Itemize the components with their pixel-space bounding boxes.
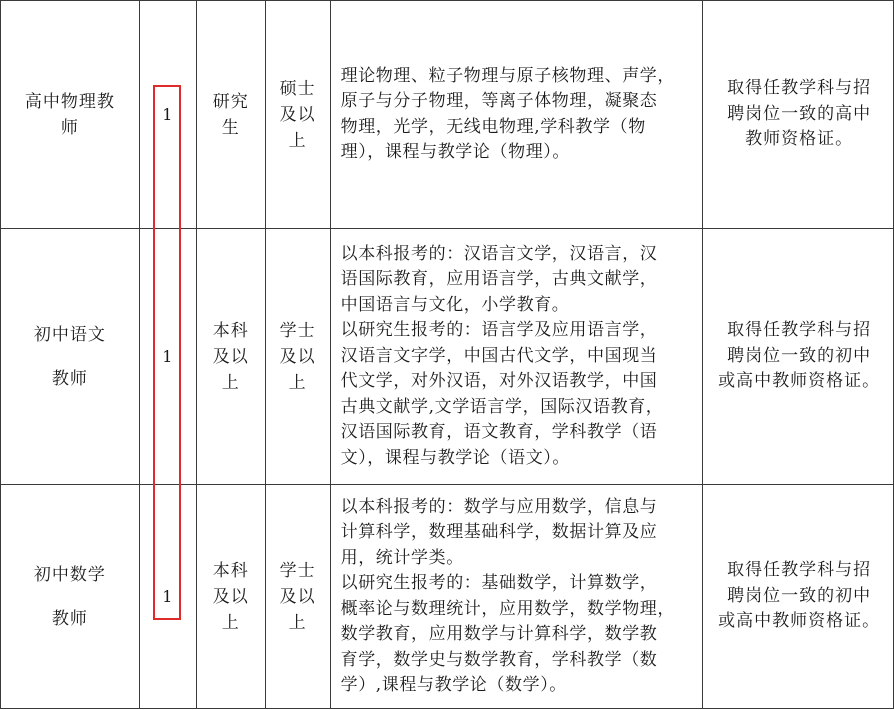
degree-line: 及以: [279, 104, 316, 125]
requirement-line: 取得任教学科与招: [727, 320, 872, 341]
table-row: [1, 229, 894, 485]
count-cell: [139, 229, 196, 485]
majors-line: 用，统计学类。: [340, 547, 464, 568]
requirement-cell: [703, 1, 894, 229]
degree-line: 硕士: [279, 78, 316, 99]
majors-line: 理），课程与教学论（物理）。: [340, 142, 570, 162]
degree-line: 上: [288, 612, 307, 633]
education-line: 生: [221, 117, 240, 138]
majors-line: 以研究生报考的：基础数学，计算数学，: [340, 573, 658, 593]
education-line: 本科: [212, 320, 249, 341]
count-cell: [139, 1, 196, 229]
position-cell: [1, 1, 140, 229]
count-value: 1: [162, 104, 174, 124]
requirement-cell: [703, 229, 894, 485]
position-line: 初中语文: [33, 324, 106, 345]
position-cell: [1, 229, 140, 485]
majors-line: 以研究生报考的：语言学及应用语言学，: [340, 320, 658, 341]
table-row: [1, 1, 894, 229]
requirement-line: 聘岗位一致的初中: [727, 585, 872, 606]
count-value: 1: [162, 586, 174, 606]
majors-line: 学）,课程与教学论（数学）。: [340, 675, 567, 695]
position-line: 初中数学: [33, 564, 106, 585]
majors-cell: [330, 1, 703, 229]
degree-line: 上: [288, 372, 307, 393]
education-cell: [196, 485, 265, 709]
table-row: [1, 485, 894, 709]
requirement-line: 聘岗位一致的初中: [727, 345, 872, 366]
position-line: 教师: [51, 608, 88, 629]
degree-line: 及以: [279, 586, 316, 607]
education-cell: [196, 229, 265, 485]
education-line: 研究: [212, 91, 249, 112]
position-cell: [1, 485, 140, 709]
education-line: 上: [221, 372, 240, 393]
majors-line: 理论物理、粒子物理与原子核物理、声学，: [340, 65, 675, 86]
education-cell: [196, 1, 265, 229]
education-line: 及以: [212, 346, 249, 367]
requirement-line: 取得任教学科与招: [727, 560, 872, 581]
requirement-cell: [703, 485, 894, 709]
majors-cell: [330, 229, 703, 485]
requirement-line: 聘岗位一致的高中: [727, 103, 872, 124]
majors-line: 原子与分子物理，等离子体物理，凝聚态: [340, 91, 658, 111]
majors-line: 中国语言与文化，小学教育。: [340, 294, 570, 315]
majors-line: 以本科报考的：数学与应用数学，信息与: [340, 496, 658, 517]
majors-line: 文），课程与教学论（语文）。: [340, 447, 570, 468]
degree-cell: [265, 1, 330, 229]
education-line: 及以: [212, 586, 249, 607]
position-line: 高中物理教: [24, 91, 115, 112]
majors-line: 育学，数学史与数学教育，学科教学（数: [340, 649, 658, 670]
degree-line: 学士: [279, 320, 316, 341]
count-cell: [139, 485, 196, 709]
degree-cell: [265, 485, 330, 709]
majors-line: 语国际教育，应用语言学，古典文献学，: [340, 269, 658, 290]
majors-line: 代文学，对外汉语，对外汉语教学，中国: [340, 371, 658, 392]
majors-cell: [330, 485, 703, 709]
degree-line: 及以: [279, 346, 316, 367]
education-line: 上: [221, 612, 240, 633]
majors-line: 汉语言文字学，中国古代文学，中国现当: [340, 345, 658, 366]
requirement-line: 或高中教师资格证。: [718, 611, 881, 632]
majors-line: 古典文献学,文学语言学，国际汉语教育，: [340, 396, 664, 417]
majors-line: 数学教育，应用数学与计算科学，数学教: [340, 624, 658, 644]
requirement-line: 教师资格证。: [745, 129, 854, 150]
degree-line: 学士: [279, 560, 316, 581]
count-value: 1: [162, 346, 174, 366]
requirement-line: 或高中教师资格证。: [718, 371, 881, 392]
majors-line: 汉语国际教育，语文教育，学科教学（语: [340, 422, 658, 443]
position-line: 教师: [51, 368, 88, 389]
majors-line: 计算科学，数理基础科学，数据计算及应: [340, 522, 658, 542]
degree-cell: [265, 229, 330, 485]
degree-line: 上: [288, 130, 307, 151]
education-line: 本科: [212, 560, 249, 581]
position-line: 师: [60, 117, 79, 138]
requirement-line: 取得任教学科与招: [727, 78, 872, 99]
majors-line: 概率论与数理统计，应用数学，数学物理，: [340, 598, 675, 619]
majors-line: 物理，光学，无线电物理,学科教学（物: [340, 116, 646, 137]
majors-line: 以本科报考的：汉语言文学，汉语言，汉: [340, 243, 658, 264]
